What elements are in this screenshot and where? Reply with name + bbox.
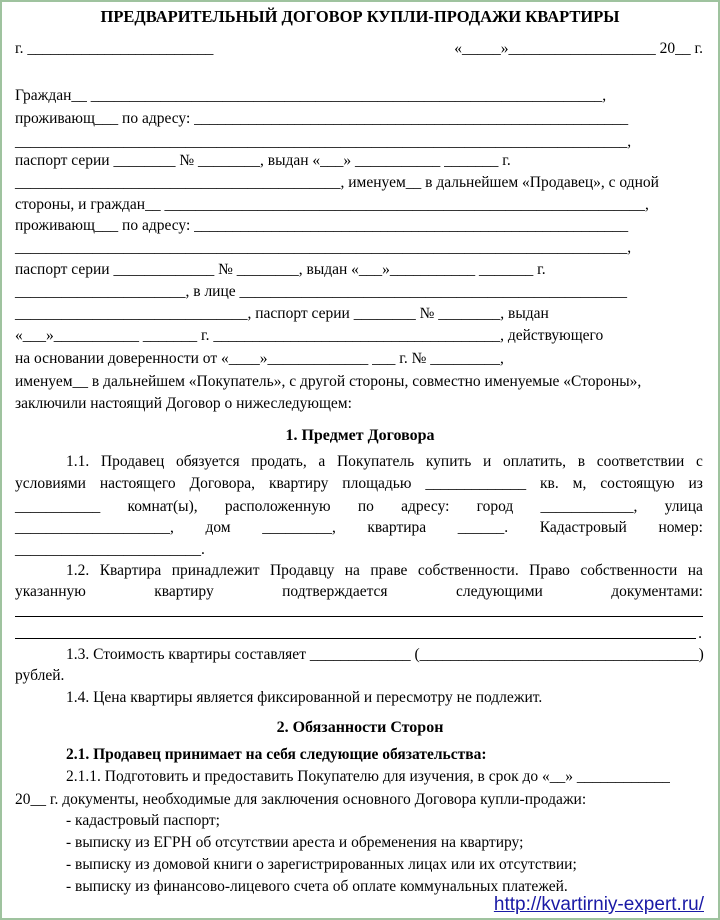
- buyer-named-line: именуем__ в дальнейшем «Покупатель», с другой стороны, совместно именуемые «Стороны»,: [15, 373, 642, 390]
- clause-1-1-line-3: ___________ комнат(ы), расположенную по адресу: город ____________, улица: [15, 498, 703, 515]
- clause-1-2-end: .: [698, 625, 702, 642]
- document-title: ПРЕДВАРИТЕЛЬНЫЙ ДОГОВОР КУПЛИ-ПРОДАЖИ КВАРТИРЫ: [100, 7, 620, 26]
- seller-passport-line: паспорт серии ________ № ________, выдан «___» ___________ _______ г.: [15, 152, 511, 169]
- clause-1-1-line-2: условиями настоящего Договора, квартиру площадью _____________ кв. м, состоящую из: [15, 475, 703, 492]
- clause-1-1-line-5: ________________________.: [15, 541, 205, 558]
- seller-named-line: __________________________________________, именуем__ в дальнейшем «Продавец», с одной: [15, 174, 659, 191]
- section-1-title: 1. Предмет Договора: [285, 427, 435, 444]
- buyer-passport-line: паспорт серии _____________ № ________, выдан «___»___________ _______ г.: [15, 261, 546, 278]
- list-item: - кадастровый паспорт;: [66, 812, 220, 829]
- list-item: - выписку из домовой книги о зарегистрированных лицах или их отсутствии;: [66, 856, 577, 873]
- seller-address-cont: _______________________________________________________________________________,: [15, 133, 632, 150]
- clause-1-4: 1.4. Цена квартиры является фиксированной и пересмотру не подлежит.: [66, 689, 543, 706]
- clause-2-1: 2.1. Продавец принимает на себя следующие обязательства:: [66, 746, 487, 763]
- buyer-name-line: стороны, и граждан__ ______________________________________________________________,: [15, 196, 649, 213]
- clause-1-2-line-1: 1.2. Квартира принадлежит Продавцу на праве собственности. Право собственности на: [66, 562, 703, 579]
- list-item: - выписку из ЕГРН об отсутствии ареста и обременения на квартиру;: [66, 834, 524, 851]
- seller-address-line: проживающ___ по адресу: ________________________________________________________: [15, 110, 629, 127]
- clause-1-1-line-1: 1.1. Продавец обязуется продать, а Покупатель купить и оплатить, в соответствии с: [66, 453, 703, 470]
- buyer-address-line: проживающ___ по адресу: ________________________________________________________: [15, 217, 629, 234]
- clause-2-1-1: 2.1.1. Подготовить и предоставить Покупателю для изучения, в срок до «__» ____________: [66, 768, 670, 785]
- power-of-attorney-line: на основании доверенности от «____»_____________ ___ г. № _________,: [15, 350, 504, 367]
- representative-passport-line: ______________________________, паспорт серии ________ № ________, выдан: [15, 305, 549, 322]
- date-field: «_____»___________________ 20__ г.: [454, 40, 703, 57]
- list-item: - выписку из финансово-лицевого счета об оплате коммунальных платежей.: [66, 878, 568, 895]
- clause-1-2-line-2: указанную квартиру подтверждается следующими документами:: [15, 583, 703, 600]
- representative-line: ______________________, в лице __________________________________________________: [15, 283, 628, 300]
- section-2-title: 2. Обязанности Сторон: [276, 719, 444, 736]
- buyer-address-cont: _______________________________________________________________________________,: [15, 239, 632, 256]
- agreement-line: заключили настоящий Договор о нижеследующем:: [15, 395, 352, 412]
- representative-issued-line: «___»___________ _______ г. _____________________________________, действующего: [15, 327, 604, 344]
- clause-1-3: 1.3. Стоимость квартиры составляет _____________ (____________________________________): [66, 646, 704, 663]
- clause-1-1-line-4: ____________________, дом _________, квартира ______. Кадастровый номер:: [15, 519, 703, 536]
- city-field: г. ________________________: [15, 40, 214, 57]
- clause-1-2-blank-line: [15, 638, 696, 639]
- seller-name-line: Граждан__ __________________________________________________________________,: [15, 87, 607, 104]
- clause-1-2-blank-line: [15, 616, 703, 617]
- clause-1-3-cont: рублей.: [15, 667, 65, 684]
- watermark-link[interactable]: http://kvartirniy-expert.ru/: [493, 894, 704, 915]
- clause-2-1-1-cont: 20__ г. документы, необходимые для заключения основного Договора купли-продажи:: [15, 791, 587, 808]
